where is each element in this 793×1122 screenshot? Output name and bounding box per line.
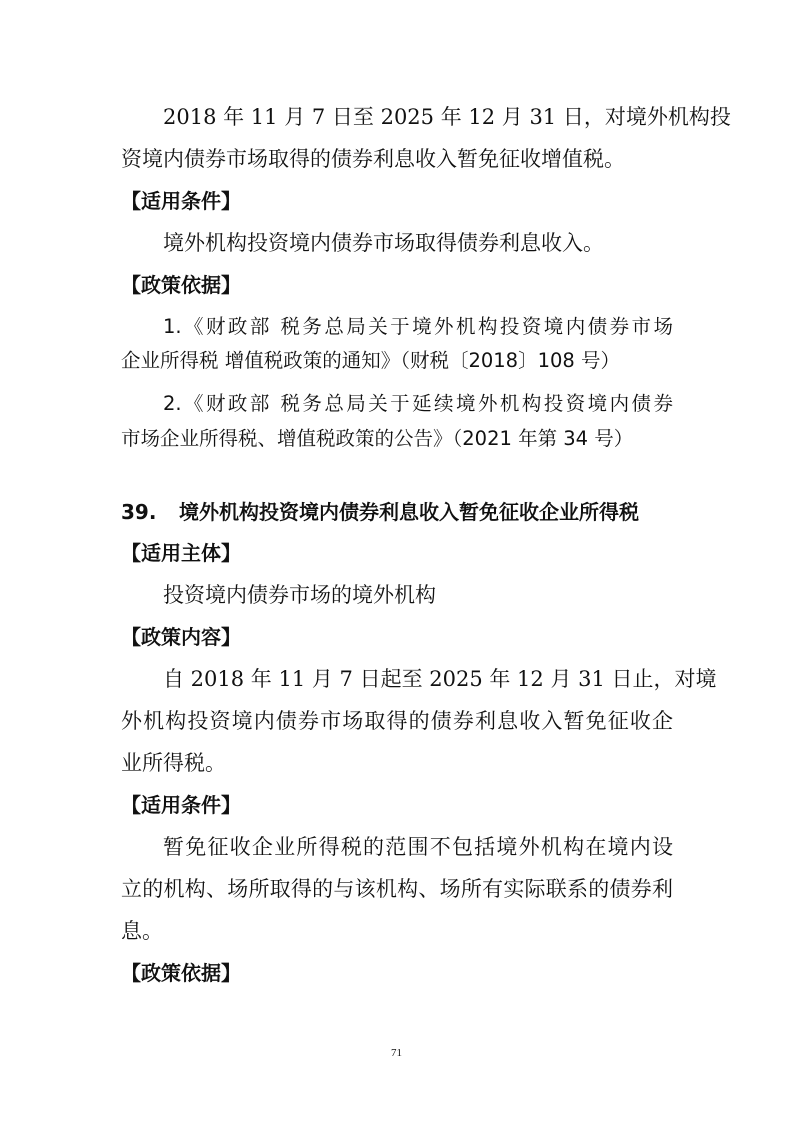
section-heading: 【适用条件】 [121, 793, 241, 817]
section-heading: 【适用主体】 [121, 541, 241, 565]
paragraph-line: 投资境内债券市场的境外机构 [163, 583, 436, 607]
paragraph-line: 立的机构、场所取得的与该机构、场所有实际联系的债券利 [121, 877, 673, 901]
reference-line: 1.《财政部 税务总局关于境外机构投资境内债券市场 [163, 315, 673, 338]
section-heading: 【适用条件】 [121, 189, 241, 213]
section-heading: 【政策依据】 [121, 273, 241, 297]
reference-line: 2.《财政部 税务总局关于延续境外机构投资境内债券 [163, 392, 673, 415]
paragraph-line: 资境内债券市场取得的债券利息收入暂免征收增值税。 [121, 147, 625, 171]
item-title [121, 497, 673, 527]
item-title-text: 境外机构投资境内债券利息收入暂免征收企业所得税 [179, 500, 639, 524]
reference-line: 市场企业所得税、增值税政策的公告》（2021 年第 34 号） [121, 427, 634, 450]
paragraph-line: 业所得税。 [121, 751, 226, 775]
item-number: 39. [121, 500, 157, 524]
paragraph-line: 2018 年 11 月 7 日至 2025 年 12 月 31 日，对境外机构投 [163, 105, 731, 129]
section-heading: 【政策内容】 [121, 625, 241, 649]
page-number: 71 [391, 1047, 402, 1059]
paragraph-line: 息。 [121, 919, 163, 943]
paragraph-line: 境外机构投资境内债券市场取得债券利息收入。 [163, 231, 604, 255]
reference-line: 企业所得税 增值税政策的通知》（财税〔2018〕108 号） [121, 349, 620, 372]
paragraph-line: 自 2018 年 11 月 7 日起至 2025 年 12 月 31 日止，对境 [163, 667, 717, 691]
paragraph-line: 暂免征收企业所得税的范围不包括境外机构在境内设 [163, 835, 673, 859]
section-heading: 【政策依据】 [121, 961, 241, 985]
paragraph-line: 外机构投资境内债券市场取得的债券利息收入暂免征收企 [121, 709, 673, 733]
